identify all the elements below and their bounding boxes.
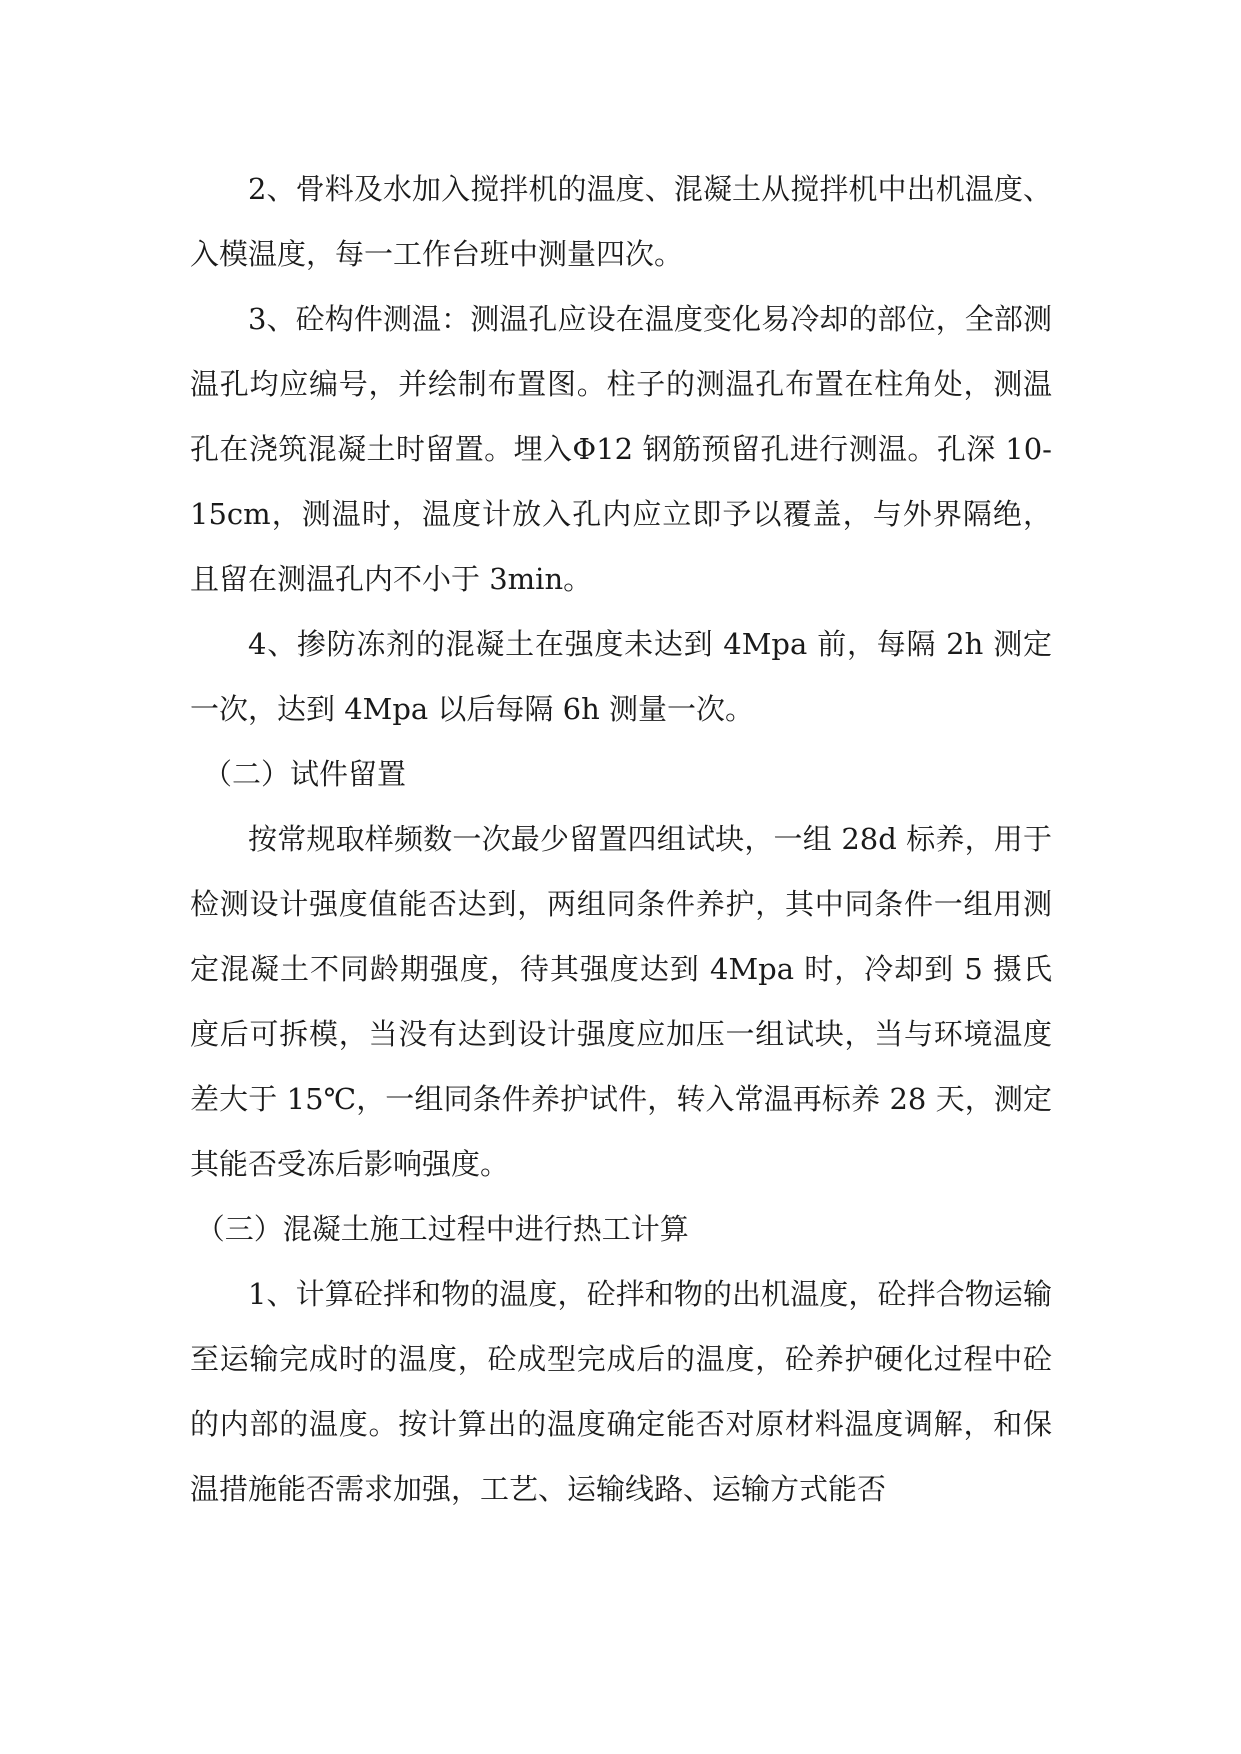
paragraph-aggregate-water-temperature: 2、骨料及水加入搅拌机的温度、混凝土从搅拌机中出机温度、入模温度，每一工作台班中测量四次。 — [190, 172, 1052, 271]
paragraph-specimen-retention: 按常规取样频数一次最少留置四组试块，一组 28d 标养，用于检测设计强度值能否达到，两组同条件养护，其中同条件一组用测定混凝土不同龄期强度，待其强度达到 4Mpa 时，冷却到 5 摄氏度后可拆模，当没有达到设计强度应加压一组试块，当与环境温度差大于 15℃，一组同条件养护试件，转入常温再标养 28 天，测定其能否受冻后影响强度。 — [190, 822, 1052, 1181]
paragraph-component-temperature-holes: 3、砼构件测温：测温孔应设在温度变化易冷却的部位，全部测温孔均应编号，并绘制布置图。柱子的测温孔布置在柱角处，测温孔在浇筑混凝土时留置。埋入Φ12 钢筋预留孔进行测温。孔深 10-15cm，测温时，温度计放入孔内应立即予以覆盖，与外界隔绝，且留在测温孔内不小于 3min。 — [190, 302, 1052, 596]
section-heading-thermal-calculation: （三）混凝土施工过程中进行热工计算 — [195, 1212, 689, 1246]
document-body — [190, 157, 1052, 1522]
paragraph-antifreeze-concrete: 4、掺防冻剂的混凝土在强度未达到 4Mpa 前，每隔 2h 测定一次，达到 4Mpa 以后每隔 6h 测量一次。 — [190, 627, 1052, 726]
section-heading-specimen-retention: （二）试件留置 — [203, 757, 407, 791]
paragraph-thermal-calculation: 1、计算砼拌和物的温度，砼拌和物的出机温度，砼拌合物运输至运输完成时的温度，砼成型完成后的温度，砼养护硬化过程中砼的内部的温度。按计算出的温度确定能否对原材料温度调解，和保温措施能否需求加强，工艺、运输线路、运输方式能否 — [190, 1277, 1052, 1506]
